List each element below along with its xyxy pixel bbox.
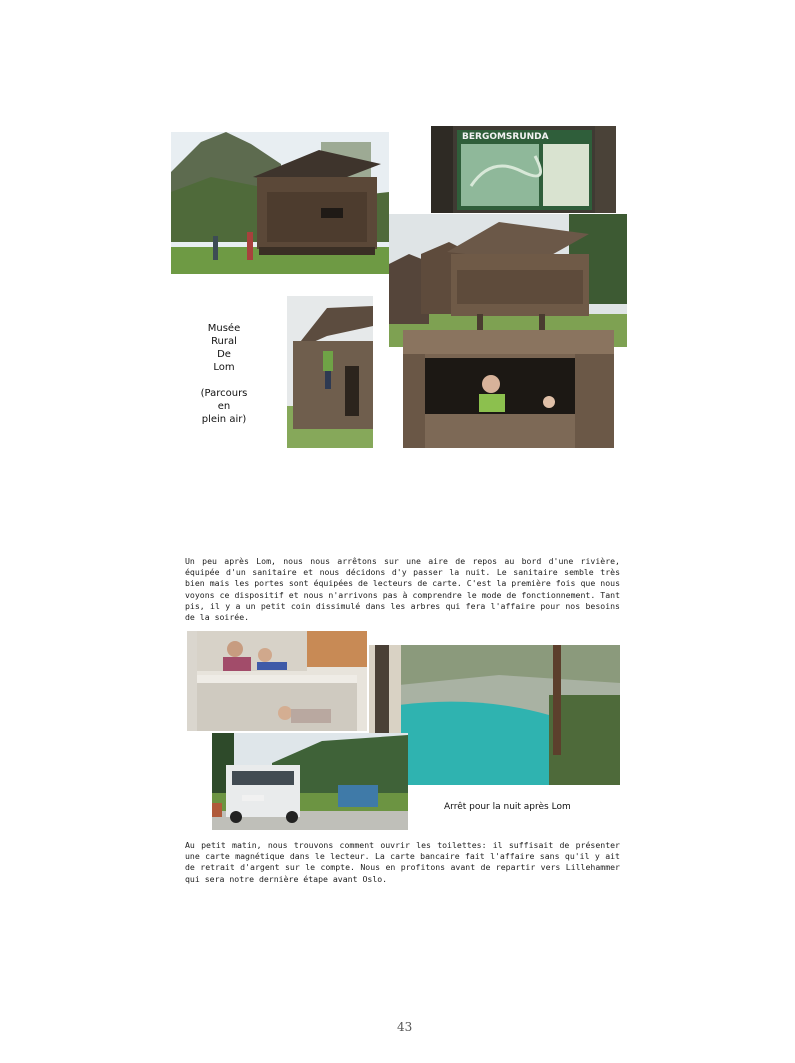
photo-camper-interior [187,631,367,731]
photo-log-cabin [287,296,373,448]
night-caption: Arrêt pour la nuit après Lom [444,802,571,812]
paragraph-rest-area: Un peu après Lom, nous nous arrêtons sur une aire de repos au bord d'une rivière, équipée d'un sanitaire et nous décidons d'y passer la nuit. Le sanitaire semble très bien mais les portes sont équipées de lecteurs de carte. C'est la première fois que nous voyons ce dispositif et nous n'arrivons pas à comprendre le mode de fonctionnement. Tant pis, il y a un petit coin dissimulé dans les arbres qui fera l'affaire pour nos besoins de la soirée. [185,556,620,623]
photo-camper-parked [212,733,408,830]
photo-storehouse-mountain [171,132,389,274]
sign-title: BERGOMSRUNDA [462,132,549,142]
page-number: 43 [397,1020,413,1034]
museum-caption [194,322,254,426]
photo-bergomsrunda-sign [431,126,616,213]
caption-line [194,374,254,387]
caption-line: De [217,349,231,360]
caption-line: (Parcours [200,388,248,399]
photo-raised-storehouses [389,214,627,347]
paragraph-morning: Au petit matin, nous trouvons comment ouvrir les toilettes: il suffisait de présenter une carte magnétique dans le lecteur. La carte bancaire fait l'affaire sans qu'il y ait de retrait d'argent sur le compte. Nous en profitons avant de repartir vers Lillehammer qui sera notre dernière étape avant Oslo. [185,840,620,884]
caption-line: Lom [213,362,235,373]
caption-line: Rural [211,336,237,347]
caption-line: en [217,401,231,412]
caption-line: Musée [207,323,241,334]
caption-line: plein air) [201,414,247,425]
photo-children-window [403,330,614,448]
